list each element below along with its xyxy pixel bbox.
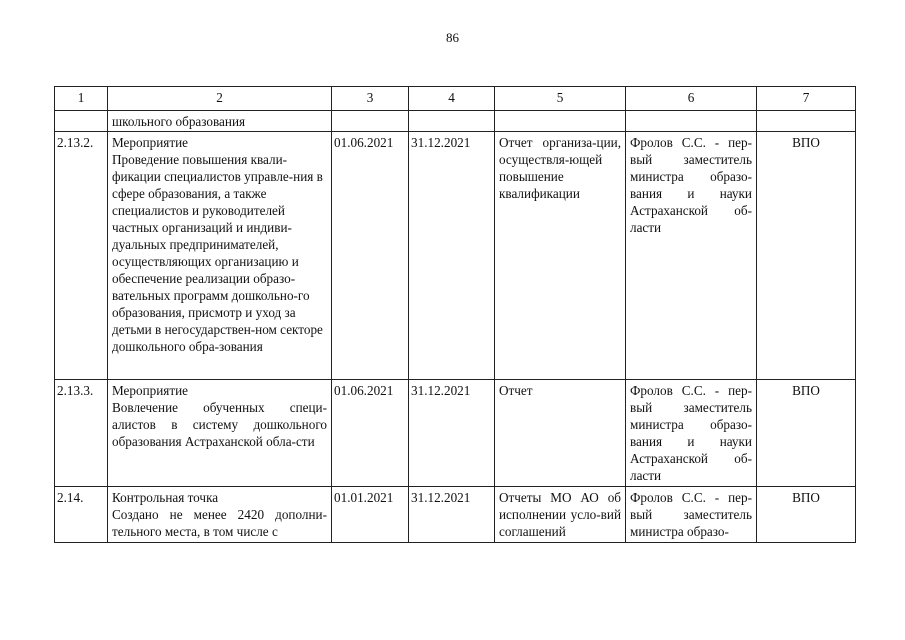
result-document (495, 111, 626, 132)
page-number: 86 (446, 30, 459, 45)
header-row (55, 87, 856, 111)
item-description: Мероприятие Вовлечение обученных специ-алистов в систему дошкольного образования Астраханской обла-сти (108, 380, 332, 487)
responsible-person: Фролов С.С. - пер-вый заместитель министра образо-вания и науки Астраханской об-ласти (626, 380, 757, 487)
header-cell: 2 (108, 87, 332, 111)
result-document: Отчет организа-ции, осуществля-ющей повышение квалификации (495, 132, 626, 380)
header-cell: 4 (409, 87, 495, 111)
item-description: Мероприятие Проведение повышения квали-фикации специалистов управле-ния в сфере образования, а также специалистов и руководителей частных организаций и индиви-дуальных предпринимателей, осуществляющих организацию и обеспечение реализации образо-вательных программ дошкольно-го образования, присмотр и уход за детьми в негосударствен-ном секторе дошкольного обра-зования (108, 132, 332, 380)
header-cell: 1 (55, 87, 108, 111)
table-row (55, 487, 856, 543)
scan-edge (0, 636, 905, 640)
end-date: 31.12.2021 (409, 487, 495, 543)
header-cell: 6 (626, 87, 757, 111)
funding-source: ВПО (757, 487, 856, 543)
end-date: 31.12.2021 (409, 132, 495, 380)
table-row (55, 132, 856, 380)
header-cell: 5 (495, 87, 626, 111)
result-document: Отчеты МО АО об исполнении усло-вий соглашений (495, 487, 626, 543)
item-description: Контрольная точка Создано не менее 2420 дополни-тельного места, в том числе с (108, 487, 332, 543)
table-row (55, 380, 856, 487)
end-date (409, 111, 495, 132)
funding-source (757, 111, 856, 132)
header-cell: 3 (332, 87, 409, 111)
item-description: школьного образования (108, 111, 332, 132)
funding-source: ВПО (757, 380, 856, 487)
start-date: 01.06.2021 (332, 380, 409, 487)
responsible-person: Фролов С.С. - пер-вый заместитель министра образо- (626, 487, 757, 543)
item-number: 2.14. (55, 487, 108, 543)
responsible-person: Фролов С.С. - пер-вый заместитель министра образо-вания и науки Астраханской об-ласти (626, 132, 757, 380)
start-date (332, 111, 409, 132)
start-date: 01.06.2021 (332, 132, 409, 380)
table-row (55, 111, 856, 132)
funding-source: ВПО (757, 132, 856, 380)
item-number (55, 111, 108, 132)
header-cell: 7 (757, 87, 856, 111)
result-document: Отчет (495, 380, 626, 487)
activities-table (54, 86, 856, 543)
responsible-person (626, 111, 757, 132)
start-date: 01.01.2021 (332, 487, 409, 543)
item-number: 2.13.2. (55, 132, 108, 380)
end-date: 31.12.2021 (409, 380, 495, 487)
item-number: 2.13.3. (55, 380, 108, 487)
